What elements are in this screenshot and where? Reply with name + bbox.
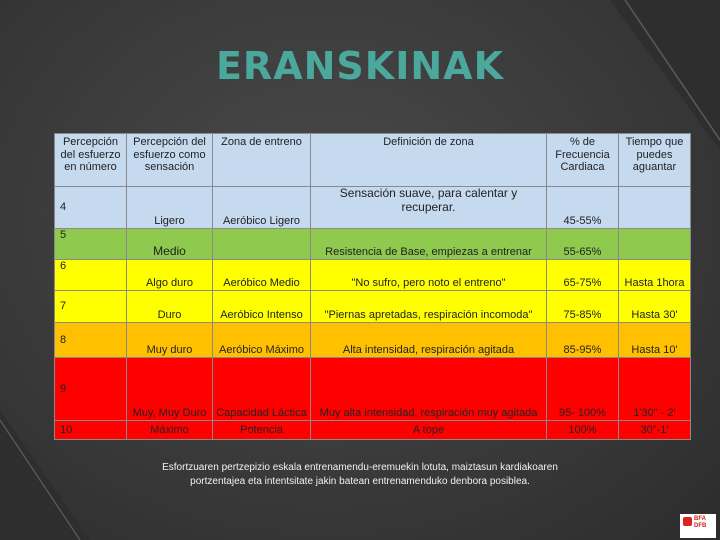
heart-rate-percent: 55-65% (547, 229, 619, 260)
caption-line: Esfortzuaren pertzepizio eskala entrenamendu-eremuekin lotuta, maiztasun kardiakoaren (162, 462, 558, 473)
zone-definition: Alta intensidad, respiración agitada (311, 323, 547, 358)
effort-sensation: Ligero (127, 187, 213, 229)
table-caption (130, 461, 590, 488)
effort-sensation: Duro (127, 291, 213, 323)
zone-definition: Muy alta intensidad, respiración muy agitada (311, 358, 547, 421)
duration (619, 187, 691, 229)
heart-rate-percent: 75-85% (547, 291, 619, 323)
zone-definition: Resistencia de Base, empiezas a entrenar (311, 229, 547, 260)
effort-number: 7 (55, 291, 127, 323)
effort-number: 9 (55, 358, 127, 421)
duration: Hasta 30' (619, 291, 691, 323)
zone-definition: "No sufro, pero noto el entreno" (311, 260, 547, 291)
training-zone: Potencia (213, 421, 311, 440)
duration: 30"-1' (619, 421, 691, 440)
effort-sensation: Máximo (127, 421, 213, 440)
header-duration: Tiempo que puedes aguantar (619, 134, 691, 187)
header-zone-definition: Definición de zona (311, 134, 547, 187)
training-zone: Capacidad Láctica (213, 358, 311, 421)
header-effort-sensation: Percepción del esfuerzo como sensación (127, 134, 213, 187)
training-zone: Aeróbico Medio (213, 260, 311, 291)
table-row (55, 260, 691, 291)
duration: Hasta 1hora (619, 260, 691, 291)
duration: 1'30" - 2' (619, 358, 691, 421)
duration (619, 229, 691, 260)
table-row (55, 229, 691, 260)
table-header-row (55, 134, 691, 187)
effort-number: 6 (55, 260, 127, 291)
header-effort-number: Percepción del esfuerzo en número (55, 134, 127, 187)
header-training-zone: Zona de entreno (213, 134, 311, 187)
effort-number: 10 (55, 421, 127, 440)
heart-rate-percent: 45-55% (547, 187, 619, 229)
effort-number: 5 (55, 229, 127, 260)
heart-rate-percent: 85-95% (547, 323, 619, 358)
heart-rate-percent: 95- 100% (547, 358, 619, 421)
duration: Hasta 10' (619, 323, 691, 358)
institution-logo (680, 514, 716, 538)
effort-sensation: Algo duro (127, 260, 213, 291)
logo-text: BFA (694, 516, 706, 522)
effort-sensation: Medio (127, 229, 213, 260)
table-row (55, 187, 691, 229)
training-zone: Aeróbico Intenso (213, 291, 311, 323)
effort-number: 4 (55, 187, 127, 229)
table-row (55, 323, 691, 358)
table-row (55, 358, 691, 421)
table-row (55, 421, 691, 440)
heart-rate-percent: 65-75% (547, 260, 619, 291)
effort-number: 8 (55, 323, 127, 358)
training-zone: Aeróbico Máximo (213, 323, 311, 358)
logo-text: DFB (694, 523, 707, 529)
slide-title: ERANSKINAK (215, 44, 505, 88)
zone-definition: "Piernas apretadas, respiración incomoda" (311, 291, 547, 323)
zone-definition: Sensación suave, para calentar y recuperar. (311, 187, 547, 229)
training-zone (213, 229, 311, 260)
training-zone: Aeróbico Ligero (213, 187, 311, 229)
effort-sensation: Muy, Muy Duro (127, 358, 213, 421)
heart-rate-percent: 100% (547, 421, 619, 440)
table-row (55, 291, 691, 323)
effort-zones-table (54, 133, 690, 439)
logo-mark-icon (683, 517, 692, 526)
effort-sensation: Muy duro (127, 323, 213, 358)
header-heart-rate-percent: % de Frecuencia Cardiaca (547, 134, 619, 187)
zone-definition: A tope (311, 421, 547, 440)
caption-line: portzentajea eta intentsitate jakin batean entrenamenduko denbora posiblea. (190, 475, 530, 487)
